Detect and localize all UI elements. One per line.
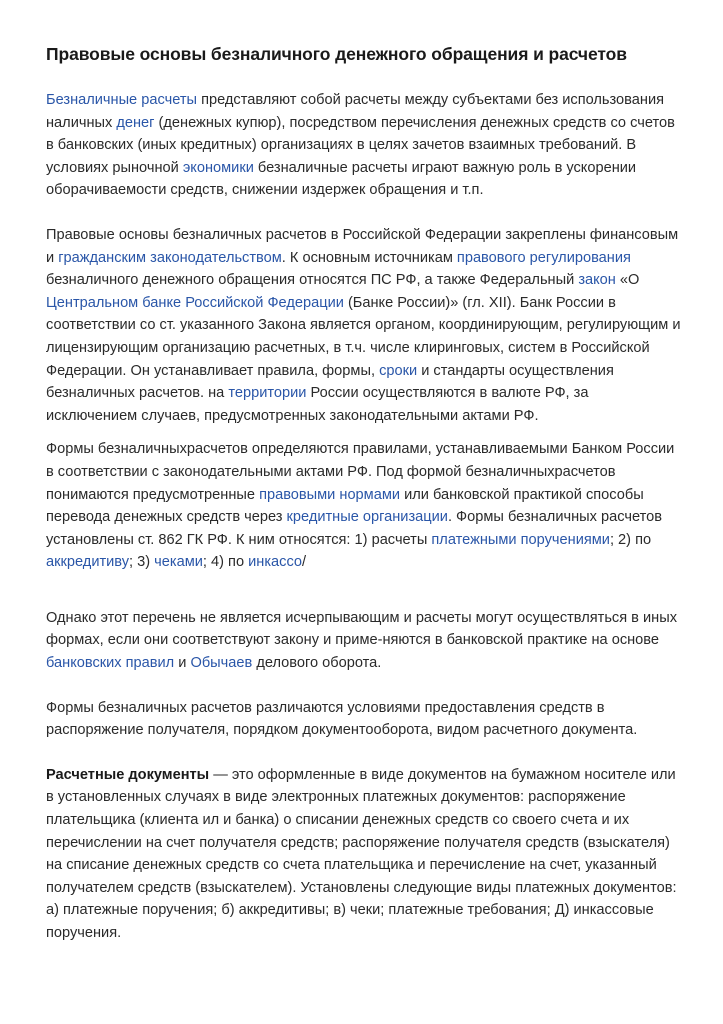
paragraph-text: Формы безналичныхрасчетов определяются правилами, устанавливаемыми Банком России в соответствии с законодательными актами РФ. Под формой безналичныхрасчетов понимаются предусмотренные — [46, 441, 675, 503]
link-customs[interactable]: Обычаев — [190, 655, 253, 672]
link-cheques[interactable]: чеками — [154, 554, 203, 571]
paragraph-not-exhaustive — [46, 607, 681, 675]
paragraph-settlement-documents — [46, 764, 681, 945]
page-title: Правовые основы безналичного денежного обращения и расчетов — [46, 44, 627, 64]
paragraph-text: Формы безналичных расчетов различаются условиями предоставления средств в распоряжение получателя, порядком документооборота, видом расчетного документа. — [46, 699, 638, 739]
link-civil-legislation[interactable]: гражданским законодательством — [58, 249, 282, 266]
paragraph-differences — [46, 697, 681, 742]
link-law[interactable]: закон — [578, 272, 616, 289]
link-bank-rules[interactable]: банковских правил — [46, 655, 175, 672]
link-ekonomika[interactable]: экономики — [182, 159, 254, 176]
paragraph-text: безналичные расчеты играют важную роль в ускорении оборачиваемости средств, снижении издержек обращения и т.п. — [46, 159, 637, 199]
paragraph-text: «О — [615, 272, 640, 289]
paragraph-text: и стандарты осуществления безналичных расчетов. на — [46, 362, 614, 402]
paragraph-legal-basis — [46, 224, 681, 427]
link-dengi[interactable]: денег — [116, 114, 155, 131]
paragraph-text: . Формы безналичных расчетов установлены ст. 862 ГК РФ. К ним относятся: 1) расчеты — [46, 509, 662, 548]
paragraph-text: Правовые основы безналичных расчетов в Российской Федерации закреплены финансовым и — [46, 226, 679, 266]
link-legal-norms[interactable]: правовыми нормами — [259, 486, 401, 503]
paragraph-text: ; 3) — [129, 554, 155, 571]
paragraph-text: и — [174, 655, 191, 672]
paragraph-text: (Банке России)» (гл. XII). Банк России в соответствии со ст. указанного Закона является органом, координирующим, регулирующим и лицензирующим организацию расчетных, в т.ч. числе клиринговых, систем в Российской Федерации. Он устанавливает правила, формы, — [46, 294, 681, 379]
paragraph-text: делового оборота. — [252, 655, 382, 672]
link-legal-regulation[interactable]: правового регулирования — [456, 249, 631, 266]
link-inkasso[interactable]: инкассо — [248, 554, 303, 571]
link-territory[interactable]: территории — [228, 385, 307, 402]
link-letter-of-credit[interactable]: аккредитиву — [46, 554, 130, 571]
link-credit-organizations[interactable]: кредитные организации — [286, 509, 448, 526]
paragraph-text: ; 4) по — [202, 554, 249, 571]
paragraph-intro — [46, 89, 681, 202]
link-beznalichnye-raschety[interactable]: Безналичные расчеты — [46, 92, 198, 108]
paragraph-text: . К основным источникам — [281, 249, 457, 266]
paragraph-text: или банковской практикой способы перевода денежных средств через — [46, 486, 644, 526]
paragraph-text: Однако этот перечень не является исчерпывающим и расчеты могут осуществляться в иных формах, если они соответствуют закону и приме-няются в банковской практике на основе — [46, 609, 677, 649]
paragraph-text: представляют собой расчеты между субъектами без использования наличных — [46, 92, 664, 131]
term-settlement-documents: Расчетные документы — [46, 766, 210, 783]
paragraph-text: (денежных купюр), посредством перечисления денежных средств со счетов в банковских (иных кредитных) организациях в целях зачетов взаимных требований. В условиях рыночной — [46, 114, 675, 176]
paragraph-text: / — [302, 554, 307, 571]
paragraph-text: России осуществляются в валюте РФ, за исключением случаев, предусмотренных законодательными актами РФ. — [46, 385, 589, 424]
paragraph-forms — [46, 438, 681, 574]
link-sroki[interactable]: сроки — [379, 362, 418, 379]
link-payment-orders[interactable]: платежными поручениями — [431, 531, 610, 548]
paragraph-text: ; 2) по — [609, 531, 652, 548]
link-central-bank[interactable]: Центральном банке Российской Федерации — [46, 294, 344, 311]
paragraph-text: безналичного денежного обращения относятся ПС РФ, а также Федеральный — [46, 272, 579, 289]
paragraph-text: — это оформленные в виде документов на бумажном носителе или в установленных случаях в виде электронных платежных документов: распоряжение плательщика (клиента ил и банка) о списании денежных средств со своего счета и их перечислении на счет получателя средств; распоряжение получателя средств (взыскателя) на списание денежных средств со счета плательщика и перечисление на счет, указанный получателем средств (взыскателем). Установлены следующие виды платежных документов: а) платежные поручения; б) аккредитивы; в) чеки; платежные требования; Д) инкассовые поручения. — [46, 766, 677, 941]
